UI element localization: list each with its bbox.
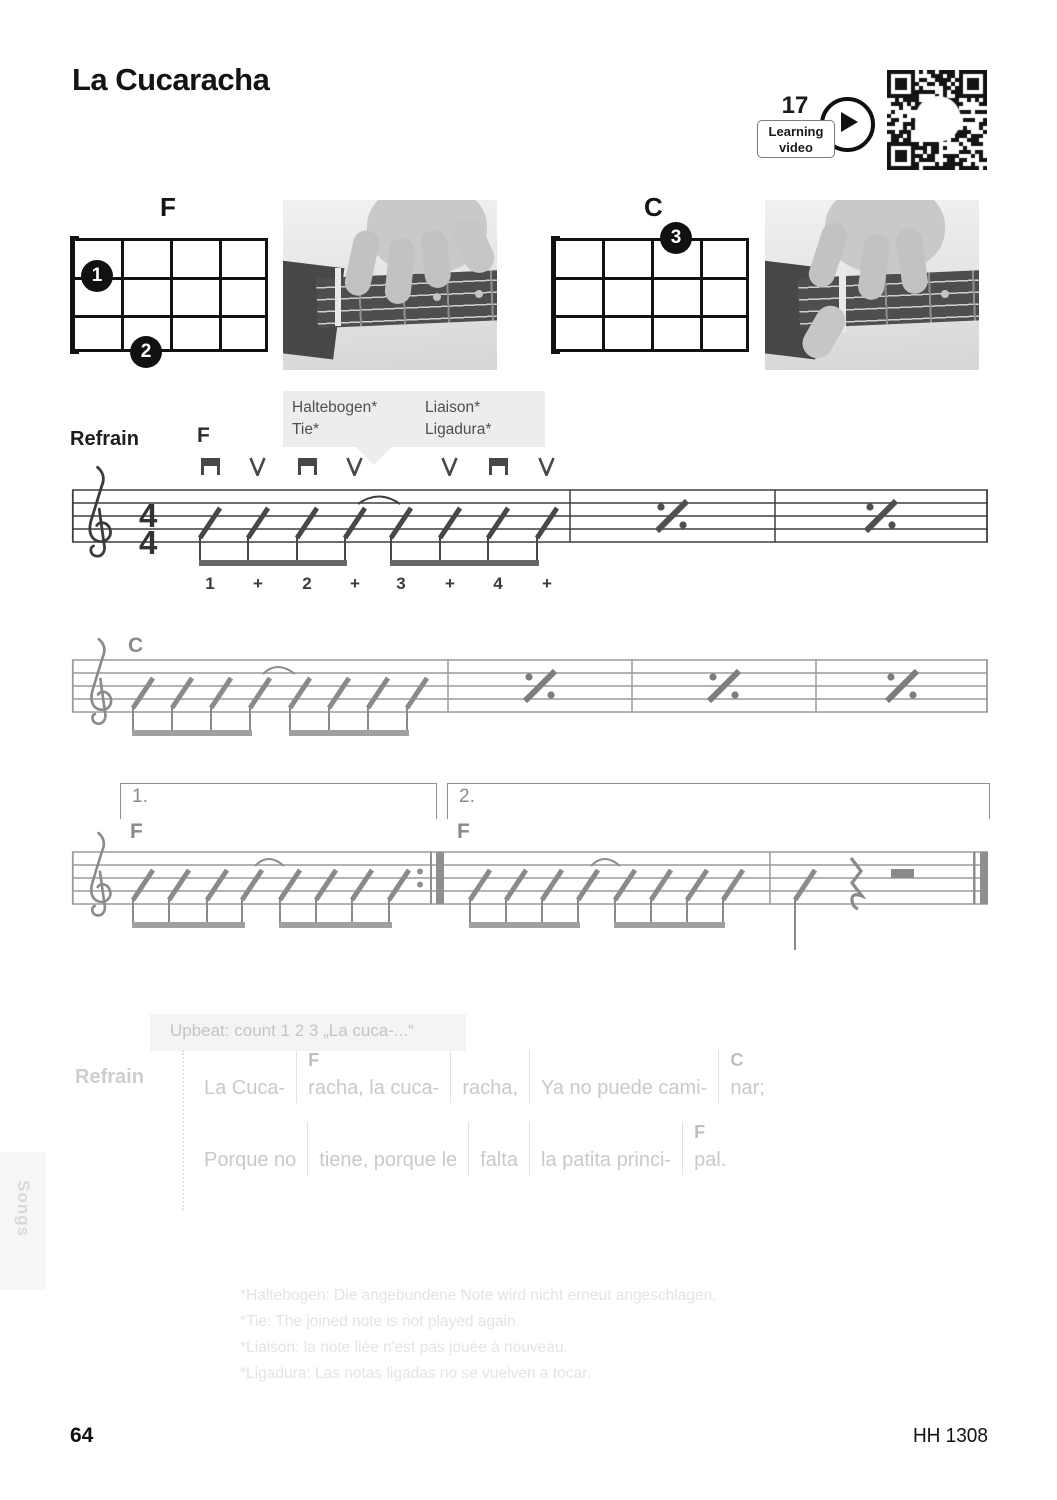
upbeat-note-box bbox=[150, 1014, 466, 1051]
count-beat: 4 bbox=[493, 574, 503, 593]
footnote-en: *Tie: The joined note is not played again. bbox=[240, 1313, 521, 1330]
lyric-segment: C nar; bbox=[718, 1050, 775, 1103]
c-chord-grid bbox=[553, 238, 749, 352]
time-signature-bottom: 4 bbox=[139, 524, 158, 561]
songs-tab-label: Songs bbox=[14, 1180, 33, 1237]
f-chord-photo bbox=[283, 200, 497, 370]
lyric-segment: Ya no puede cami- bbox=[529, 1050, 718, 1103]
footnote-es: *Ligadura: Las notas ligadas no se vuelven a tocar. bbox=[240, 1365, 591, 1382]
callout-liaison: Liaison* bbox=[425, 399, 481, 416]
video-number: 17 bbox=[781, 92, 809, 119]
callout-tie: Tie* bbox=[292, 421, 319, 438]
callout-ligadura: Ligadura* bbox=[425, 421, 492, 438]
staff-1 bbox=[72, 490, 988, 542]
c-chord-finger-3: 3 bbox=[660, 222, 692, 254]
lyric-segment: racha, bbox=[450, 1050, 529, 1103]
lyric-segment: F pal. bbox=[682, 1122, 737, 1175]
count-and: + bbox=[445, 574, 455, 593]
lyric-segment: tiene, porque le bbox=[307, 1122, 468, 1175]
learning-video-badge bbox=[757, 120, 835, 158]
staff2-slashes bbox=[132, 667, 427, 736]
volta-1-bracket bbox=[120, 783, 437, 843]
footnote-de: *Haltebogen: Die angebundene Note wird nicht erneut angeschlagen. bbox=[240, 1287, 717, 1304]
count-and: + bbox=[253, 574, 263, 593]
f-chord-finger-2: 2 bbox=[130, 336, 162, 368]
c-chord-label: C bbox=[644, 192, 663, 222]
callout-haltebogen: Haltebogen* bbox=[292, 399, 378, 416]
count-beat: 3 bbox=[396, 574, 406, 593]
page-number: 64 bbox=[70, 1424, 94, 1447]
lyric-segment: falta bbox=[468, 1122, 529, 1175]
time-signature-top: 4 bbox=[139, 497, 158, 534]
music-notation bbox=[0, 450, 1057, 960]
lyric-segment: La Cuca- bbox=[204, 1077, 286, 1099]
c-chord-photo bbox=[765, 200, 979, 370]
staff2-chord-c: C bbox=[128, 634, 144, 657]
staff1-slashes bbox=[199, 497, 557, 567]
footnotes bbox=[240, 1283, 717, 1387]
catalog-number: HH 1308 bbox=[913, 1425, 988, 1447]
refrain-label-lyrics: Refrain bbox=[75, 1066, 144, 1088]
learning-video-label-bottom: video bbox=[779, 140, 813, 155]
volta-2-label: 2. bbox=[459, 786, 475, 807]
qr-code bbox=[887, 70, 987, 170]
lyrics-line-2 bbox=[193, 1122, 737, 1175]
songs-section-tab bbox=[0, 1152, 46, 1290]
count-beat: 2 bbox=[302, 574, 312, 593]
staff-2 bbox=[72, 660, 988, 712]
f-chord-label: F bbox=[160, 192, 176, 222]
volta-2-bracket bbox=[447, 783, 990, 843]
treble-clef-icon bbox=[91, 639, 111, 724]
volta-1-chord: F bbox=[130, 820, 143, 843]
upbeat-note-text: Upbeat: count 1 2 3 „La cuca-...“ bbox=[170, 1021, 414, 1040]
lyric-segment: la patita princi- bbox=[529, 1122, 682, 1175]
tie-callout bbox=[283, 391, 545, 447]
page-title: La Cucaracha bbox=[72, 62, 270, 97]
volta-2-chord: F bbox=[457, 820, 470, 843]
lyrics-line-1 bbox=[193, 1050, 776, 1103]
volta-1-label: 1. bbox=[132, 786, 148, 807]
staff3-volta1-slashes bbox=[132, 859, 409, 928]
staff3-volta2-slashes bbox=[469, 859, 743, 928]
half-rest-icon bbox=[891, 869, 914, 878]
treble-clef-icon bbox=[91, 833, 110, 915]
count-and: + bbox=[542, 574, 552, 593]
f-chord-finger-1: 1 bbox=[81, 260, 113, 292]
lyrics-start-dotted-line bbox=[182, 1050, 184, 1210]
count-and: + bbox=[350, 574, 360, 593]
staff1-chord-f: F bbox=[197, 424, 210, 447]
lyric-segment: Porque no bbox=[204, 1149, 297, 1171]
footnote-fr: *Liaison: la note liée n'est pas jouée à nouveau. bbox=[240, 1339, 568, 1356]
learning-video-label-top: Learning bbox=[768, 124, 824, 139]
count-beat: 1 bbox=[205, 574, 215, 593]
f-chord-grid bbox=[72, 238, 268, 352]
refrain-label-notation: Refrain bbox=[70, 428, 139, 450]
lyric-segment: F racha, la cuca- bbox=[296, 1050, 450, 1103]
treble-clef-icon bbox=[90, 467, 111, 556]
final-barline bbox=[973, 852, 988, 904]
